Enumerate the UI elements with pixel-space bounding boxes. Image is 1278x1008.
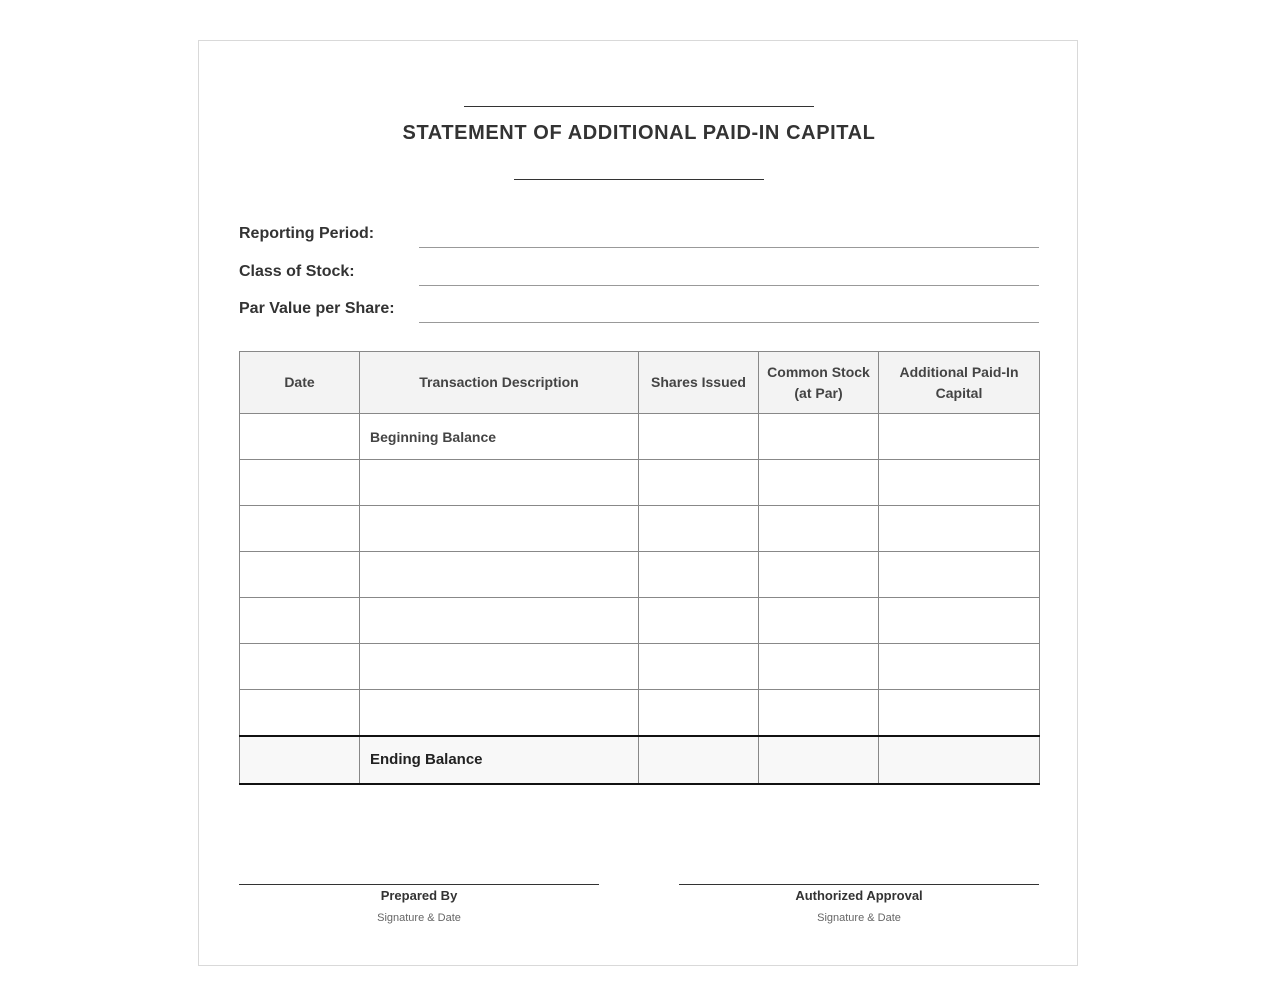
cell-date[interactable] — [240, 460, 360, 506]
cell-apic[interactable] — [879, 414, 1040, 460]
table-row — [240, 644, 1040, 690]
cell-common-stock[interactable] — [759, 460, 879, 506]
header-shares-issued: Shares Issued — [639, 352, 759, 414]
header-description: Transaction Description — [360, 352, 639, 414]
authorized-approval-signature-line[interactable] — [679, 884, 1039, 885]
header-common-stock-line1: Common Stock — [767, 363, 870, 380]
capital-table — [239, 351, 1040, 785]
cell-date[interactable] — [240, 414, 360, 460]
cell-description[interactable] — [360, 460, 639, 506]
cell-shares[interactable] — [639, 414, 759, 460]
prepared-by-signature-line[interactable] — [239, 884, 599, 885]
cell-apic[interactable] — [879, 460, 1040, 506]
par-value-input[interactable] — [419, 298, 1039, 323]
cell-common-stock[interactable] — [759, 506, 879, 552]
total-cell-date[interactable] — [240, 736, 360, 784]
class-of-stock-input[interactable] — [419, 261, 1039, 286]
header-common-stock-line2: (at Par) — [794, 384, 843, 401]
cell-description[interactable] — [360, 644, 639, 690]
total-row — [240, 736, 1040, 784]
cell-common-stock[interactable] — [759, 598, 879, 644]
cell-description[interactable] — [360, 690, 639, 736]
header-apic-line2: Capital — [935, 384, 983, 401]
cell-date[interactable] — [240, 644, 360, 690]
header-apic — [879, 352, 1040, 414]
cell-common-stock[interactable] — [759, 414, 879, 460]
authorized-approval-subtitle: Signature & Date — [817, 912, 901, 924]
cell-apic[interactable] — [879, 644, 1040, 690]
cell-shares[interactable] — [639, 506, 759, 552]
cell-description[interactable]: Beginning Balance — [360, 414, 639, 460]
cell-description[interactable] — [360, 552, 639, 598]
cell-date[interactable] — [240, 690, 360, 736]
reporting-period-label: Reporting Period: — [239, 225, 375, 242]
par-value-field — [239, 298, 1039, 324]
total-cell-shares[interactable] — [639, 736, 759, 784]
par-value-label: Par Value per Share: — [239, 300, 395, 317]
cell-date[interactable] — [240, 598, 360, 644]
prepared-by-title: Prepared By — [380, 888, 458, 903]
cell-shares[interactable] — [639, 598, 759, 644]
cell-common-stock[interactable] — [759, 644, 879, 690]
header-common-stock — [759, 352, 879, 414]
cell-description[interactable] — [360, 506, 639, 552]
prepared-by-subtitle: Signature & Date — [377, 912, 461, 924]
cell-apic[interactable] — [879, 552, 1040, 598]
total-cell-description[interactable]: Ending Balance — [360, 736, 639, 784]
table-row — [240, 552, 1040, 598]
cell-shares[interactable] — [639, 552, 759, 598]
table-row — [240, 414, 1040, 460]
cell-common-stock[interactable] — [759, 690, 879, 736]
table-row — [240, 460, 1040, 506]
document-page — [198, 40, 1078, 966]
cell-date[interactable] — [240, 552, 360, 598]
document-title: STATEMENT OF ADDITIONAL PAID-IN CAPITAL — [402, 122, 876, 144]
class-of-stock-label: Class of Stock: — [239, 263, 355, 280]
class-of-stock-field — [239, 261, 1039, 287]
header-apic-line1: Additional Paid-In — [899, 363, 1019, 380]
cell-shares[interactable] — [639, 690, 759, 736]
cell-description[interactable] — [360, 598, 639, 644]
authorized-approval-title: Authorized Approval — [795, 888, 923, 903]
total-cell-apic[interactable] — [879, 736, 1040, 784]
table-row — [240, 690, 1040, 736]
reporting-period-field — [239, 223, 1039, 249]
authorized-approval-signature — [679, 884, 1039, 924]
header-date: Date — [240, 352, 360, 414]
table-row — [240, 506, 1040, 552]
cell-apic[interactable] — [879, 598, 1040, 644]
cell-date[interactable] — [240, 506, 360, 552]
cell-apic[interactable] — [879, 506, 1040, 552]
title-bottom-rule — [514, 179, 764, 180]
total-cell-common-stock[interactable] — [759, 736, 879, 784]
title-top-rule — [464, 106, 814, 107]
cell-shares[interactable] — [639, 460, 759, 506]
prepared-by-signature — [239, 884, 599, 924]
reporting-period-input[interactable] — [419, 223, 1039, 248]
cell-apic[interactable] — [879, 690, 1040, 736]
table-header-row — [240, 352, 1040, 414]
cell-common-stock[interactable] — [759, 552, 879, 598]
cell-shares[interactable] — [639, 644, 759, 690]
table-row — [240, 598, 1040, 644]
